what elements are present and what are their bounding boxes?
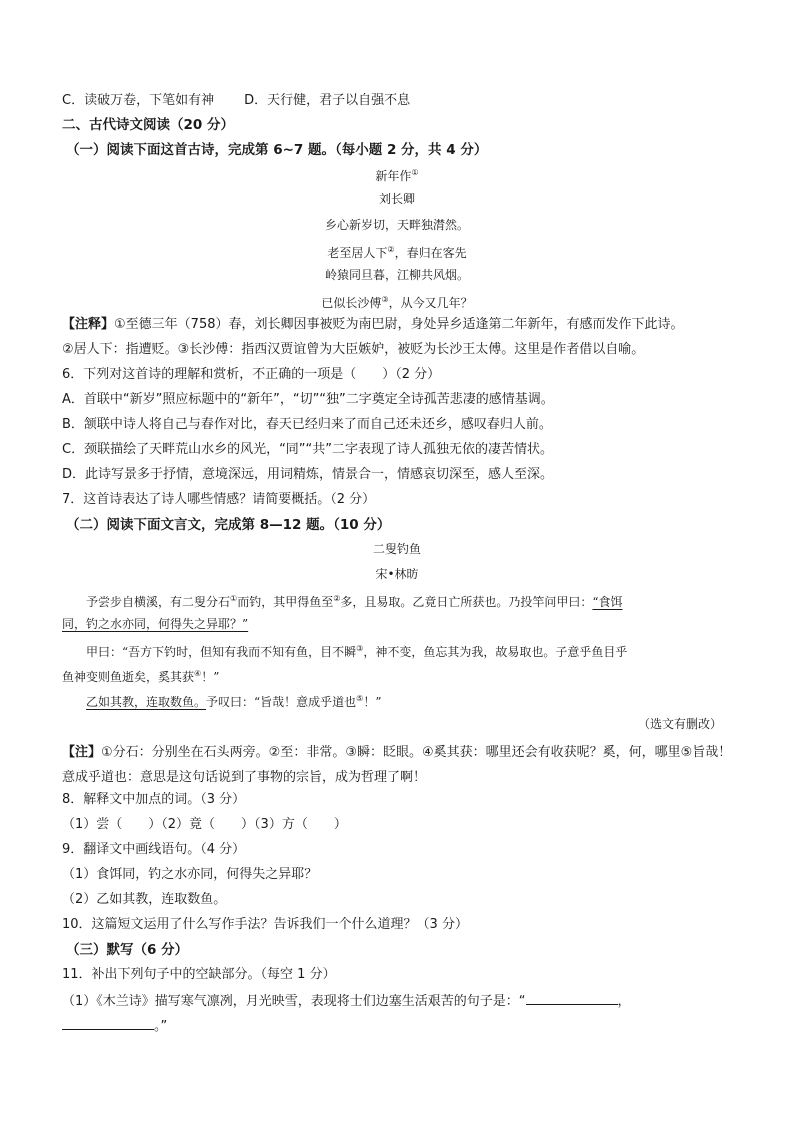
essay-p1-line1: 予尝步自横溪，有二叟分石①而钓，其甲得鱼至②多，且易取。乙竟日亡所获也。乃投竿问甲曰：“食饵 [86, 594, 623, 609]
poem-author: 刘长卿 [378, 192, 415, 206]
q5-options-line [62, 92, 410, 110]
part2-title: （二）阅读下面文言文，完成第 8—12 题。（10 分） [66, 517, 391, 533]
essay-p3: 乙如其教，连取数鱼。予叹曰：“旨哉！意成乎道也⑤！” [86, 694, 382, 709]
q8-stem: 8．解释文中加点的词。（3 分） [62, 792, 246, 807]
q5-option-c: C．读破万卷，下笔如有神 [62, 93, 215, 108]
section2-title: 二、古代诗文阅读（20 分） [62, 117, 234, 133]
essay-p2-line1: 甲曰：“吾方下钓时，但知有我而不知有鱼，目不瞬③，神不变，鱼忘其为我，故易取也。子意乎鱼目乎 [86, 644, 628, 659]
essay-p1-line2: 同，钓之水亦同，何得失之异耶？” [62, 617, 249, 631]
poem-note-1: 【注释】①至德三年（758）春，刘长卿因事被贬为南巴尉，身处异乡适逢第二年新年，有感而发作下此诗。 [62, 317, 684, 332]
part1-title: （一）阅读下面这首古诗，完成第 6~7 题。（每小题 2 分，共 4 分） [66, 142, 488, 158]
essay-author: 宋•林昉 [375, 567, 419, 581]
q9-item-2: （2）乙如其教，连取数鱼。 [62, 892, 227, 907]
q5-option-d: D．天行健，君子以自强不息 [244, 93, 411, 108]
poem-line-2: 老至居人下②，春归在客先 [327, 245, 467, 260]
essay-title: 二叟钓鱼 [372, 542, 421, 556]
q10-stem: 10．这篇短文运用了什么写作手法？告诉我们一个什么道理？（3 分） [62, 917, 468, 932]
part3-title: （三）默写（6 分） [66, 942, 189, 958]
answer-blank-1[interactable] [526, 991, 618, 1005]
q6-option-a: A．首联中“新岁”照应标题中的“新年”，“切”“独”二字奠定全诗孤苦悲凄的感情基调。 [62, 392, 554, 407]
q6-stem: 6．下列对这首诗的理解和赏析，不正确的一项是（ ）（2 分） [62, 367, 441, 382]
poem-line-4: 已似长沙傅③，从今又几年？ [321, 295, 473, 310]
poem-title: 新年作① [375, 168, 419, 183]
q11-item-1: （1）《木兰诗》描写寒气凛冽，月光映雪，表现将士们边塞生活艰苦的句子是：“ ， [62, 991, 631, 1011]
q8-items: （1）尝（ ）（2）竟（ ）（3）方（ ） [62, 817, 347, 832]
poem-line-3: 岭猿同旦暮，江柳共风烟。 [324, 268, 469, 282]
q6-option-c: C．颈联描绘了天畔荒山水乡的风光，“同”“共”二字表现了诗人孤独无依的凄苦情状。 [62, 442, 554, 457]
essay-notes: 【注】①分石：分别坐在石头两旁。②至：非常。③瞬：眨眼。④奚其获：哪里还会有收获呢？奚，何，哪里⑤旨哉！意成乎道也：意思是这句话说到了事物的宗旨，成为哲理了啊！ [62, 745, 732, 785]
q7-stem: 7．这首诗表达了诗人哪些情感？请简要概括。（2 分） [62, 492, 376, 507]
poem-line-1: 乡心新岁切，天畔独潸然。 [324, 218, 469, 232]
q11-item-1-cont: 。” [62, 1016, 167, 1036]
poem-note-2: ②居人下：指遭贬。③长沙傅：指西汉贾谊曾为大臣嫉妒，被贬为长沙王太傅。这里是作者借以自喻。 [62, 342, 645, 357]
q9-item-1: （1）食饵同，钓之水亦同，何得失之异耶？ [62, 867, 318, 882]
q6-option-b: B．颔联中诗人将自己与春作对比，春天已经归来了而自己还未还乡，感叹春归人前。 [62, 417, 552, 432]
q6-option-d: D．此诗写景多于抒情，意境深远，用词精炼，情景合一，情感哀切深至，感人至深。 [62, 467, 554, 482]
answer-blank-2[interactable] [62, 1016, 154, 1030]
q9-stem: 9．翻译文中画线语句。（4 分） [62, 842, 246, 857]
q11-stem: 11．补出下列句子中的空缺部分。（每空 1 分） [62, 967, 336, 982]
essay-source: （选文有删改） [637, 717, 722, 731]
essay-p2-line2: 鱼神变则鱼逝矣，奚其获④！” [62, 669, 220, 684]
